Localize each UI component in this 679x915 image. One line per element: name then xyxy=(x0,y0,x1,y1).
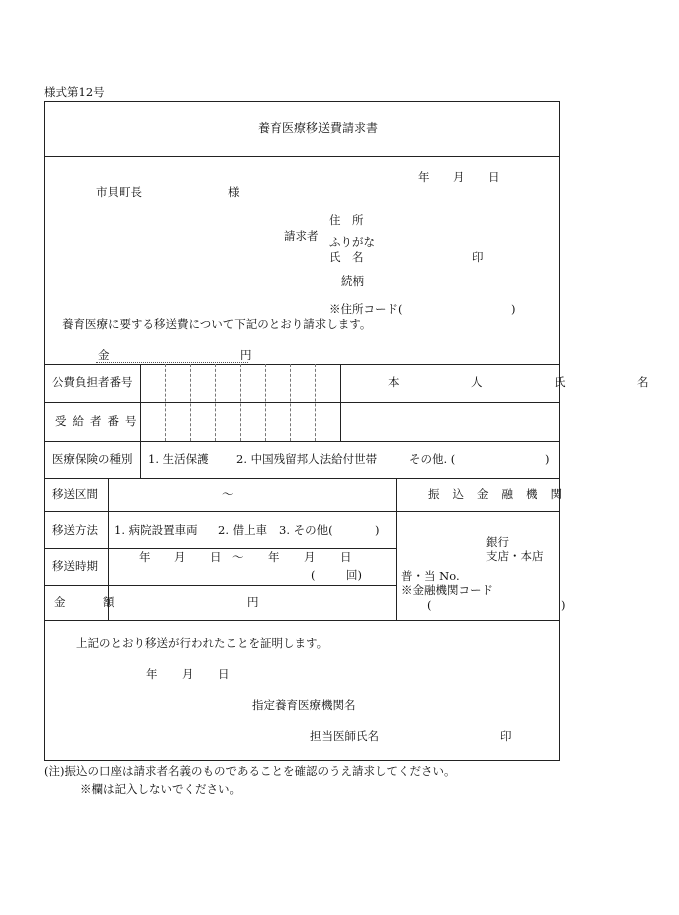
bank-header: 振込金融機関 xyxy=(428,487,575,501)
digit-divider xyxy=(215,364,216,441)
bank-code-open: ( xyxy=(427,598,432,612)
rule xyxy=(44,478,560,479)
digit-divider xyxy=(240,364,241,441)
rule xyxy=(44,156,560,157)
claimant-furigana-label[interactable]: ふりがな xyxy=(329,235,375,249)
certification-sentence: 上記のとおり移送が行われたことを証明します。 xyxy=(76,636,329,650)
insurance-option-chinese-residents[interactable]: 2. 中国残留邦人法給付世帯 xyxy=(236,452,378,466)
period-from-day[interactable]: 日 xyxy=(210,550,222,564)
claimant-relationship-label[interactable]: 続柄 xyxy=(341,274,364,288)
request-sentence: 養育医療に要する移送費について下記のとおり請求します。 xyxy=(62,317,372,331)
rule xyxy=(44,585,396,586)
rule xyxy=(44,511,560,512)
insurance-option-other[interactable]: その他. ( xyxy=(409,452,456,466)
amount-underline xyxy=(96,362,248,363)
insurance-type-label: 医療保険の種別 xyxy=(52,452,133,466)
digit-divider xyxy=(190,364,191,441)
rule xyxy=(396,478,397,620)
rule xyxy=(44,402,560,403)
bank-account-label[interactable]: 普・当 No. xyxy=(401,569,460,583)
bank-branch-label[interactable]: 支店・本店 xyxy=(486,549,544,563)
claimant-seal: 印 xyxy=(472,250,484,264)
note-asterisk: ※欄は記入しないでください。 xyxy=(80,782,241,796)
amount-row-yen: 円 xyxy=(247,595,259,609)
digit-divider xyxy=(265,364,266,441)
method-option-rented-car[interactable]: 2. 借上車 xyxy=(218,523,268,537)
claim-form xyxy=(44,101,560,761)
institution-label[interactable]: 指定養育医療機関名 xyxy=(252,698,356,712)
amount-yen: 円 xyxy=(240,348,252,362)
method-close: ) xyxy=(375,523,380,537)
rule xyxy=(340,364,341,441)
person-name-label: 本 人 氏 名 xyxy=(388,375,679,389)
period-count-open: ( xyxy=(311,568,316,582)
certification-day[interactable]: 日 xyxy=(218,667,230,681)
period-to-month[interactable]: 月 xyxy=(304,550,316,564)
addressee-mayor: 市貝町長 xyxy=(96,185,142,199)
bank-code-label[interactable]: ※金融機関コード xyxy=(401,583,493,597)
period-tilde: ～ xyxy=(232,550,244,564)
claimant-label: 請求者 xyxy=(284,229,319,243)
digit-divider xyxy=(165,364,166,441)
note-account: (注)振込の口座は請求者名義のものであることを確認のうえ請求してください。 xyxy=(44,764,456,778)
transport-period-label: 移送時期 xyxy=(52,559,98,573)
rule xyxy=(44,441,560,442)
digit-divider xyxy=(290,364,291,441)
date-day[interactable]: 日 xyxy=(488,170,500,184)
certification-year[interactable]: 年 xyxy=(146,667,158,681)
form-title: 養育医療移送費請求書 xyxy=(258,121,379,135)
transport-section-label: 移送区間 xyxy=(52,487,98,501)
bank-name-label[interactable]: 銀行 xyxy=(486,535,509,549)
amount-label: 金 xyxy=(98,348,110,362)
form-number: 様式第12号 xyxy=(44,85,105,99)
claimant-name-label[interactable]: 氏 名 xyxy=(329,250,364,264)
certification-month[interactable]: 月 xyxy=(182,667,194,681)
transport-section-tilde: ～ xyxy=(222,487,234,501)
period-from-year[interactable]: 年 xyxy=(139,550,151,564)
recipient-number-label: 受給者番号 xyxy=(55,414,143,428)
period-to-day[interactable]: 日 xyxy=(340,550,352,564)
date-year[interactable]: 年 xyxy=(418,170,430,184)
transport-method-label: 移送方法 xyxy=(52,523,98,537)
amount-row-label: 金 額 xyxy=(54,595,128,609)
method-option-other[interactable]: 3. その他( xyxy=(279,523,333,537)
period-from-month[interactable]: 月 xyxy=(174,550,186,564)
insurance-close: ) xyxy=(545,452,550,466)
doctor-label[interactable]: 担当医師氏名 xyxy=(310,729,379,743)
doctor-seal: 印 xyxy=(500,729,512,743)
claimant-address-label[interactable]: 住 所 xyxy=(329,213,364,227)
bank-code-close: ) xyxy=(561,598,566,612)
rule xyxy=(44,364,560,365)
rule xyxy=(44,548,396,549)
address-code-label[interactable]: ※住所コード( xyxy=(329,302,403,316)
address-code-close: ) xyxy=(511,302,516,316)
period-count-times[interactable]: 回) xyxy=(346,568,362,582)
rule xyxy=(44,620,560,621)
addressee-honorific: 様 xyxy=(228,185,240,199)
period-to-year[interactable]: 年 xyxy=(268,550,280,564)
public-payer-number-label: 公費負担者番号 xyxy=(52,375,133,389)
method-option-hospital-vehicle[interactable]: 1. 病院設置車両 xyxy=(114,523,198,537)
digit-divider xyxy=(315,364,316,441)
date-month[interactable]: 月 xyxy=(453,170,465,184)
insurance-option-welfare[interactable]: 1. 生活保護 xyxy=(148,452,209,466)
